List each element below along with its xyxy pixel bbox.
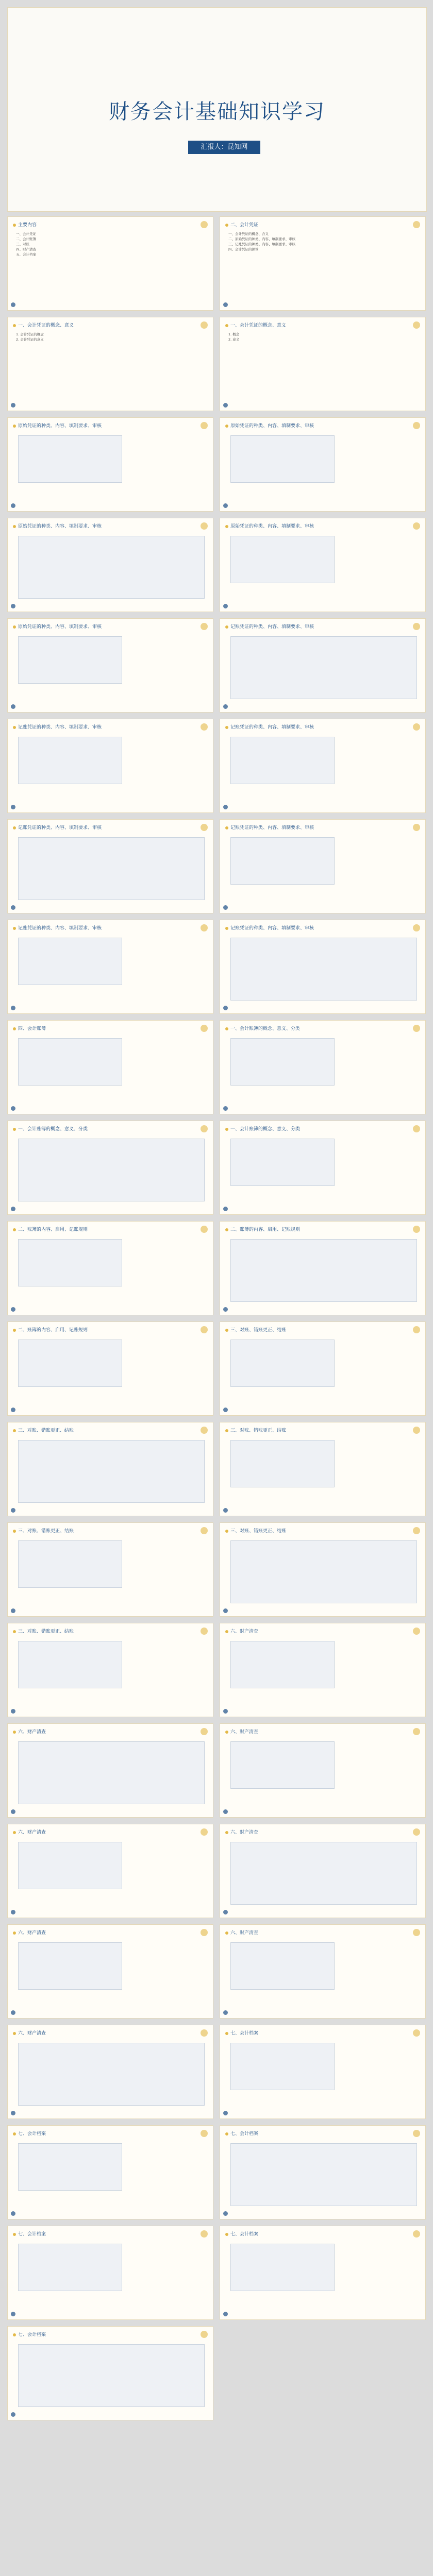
- content-placeholder: [230, 1340, 335, 1387]
- slide-body: [228, 332, 418, 342]
- slide-thumbnail: [220, 618, 426, 713]
- content-placeholder: [18, 1842, 122, 1889]
- decor-dot-icon: [223, 1006, 228, 1010]
- slide-header: 七、会计档案: [13, 2130, 46, 2137]
- decor-dot-icon: [11, 503, 15, 508]
- slide-line: 三、对账: [16, 242, 29, 246]
- decor-dot-icon: [201, 1427, 208, 1434]
- decor-dot-icon: [201, 221, 208, 228]
- slide-header: 六、财产清查: [13, 1929, 46, 1936]
- slide-thumbnail: [7, 1020, 213, 1114]
- slide-header: 记账凭证的种类、内容、填制要求、审核: [13, 723, 102, 730]
- decor-dot-icon: [11, 1207, 15, 1211]
- slide-thumbnail: [220, 1723, 426, 1818]
- slide-thumbnail: [220, 1020, 426, 1114]
- slide-header: 一、会计账簿的概念、意义、分类: [225, 1125, 300, 1132]
- decor-dot-icon: [223, 2111, 228, 2115]
- slide-thumbnail: [220, 1924, 426, 2019]
- content-placeholder: [230, 1842, 417, 1905]
- decor-dot-icon: [223, 1709, 228, 1714]
- slide-header: 记账凭证的种类、内容、填制要求、审核: [13, 824, 102, 831]
- slide-thumbnail: [7, 216, 213, 311]
- slide-thumbnail: [7, 1824, 213, 1918]
- decor-dot-icon: [11, 1608, 15, 1613]
- decor-dot-icon: [11, 302, 15, 307]
- slide-line: 四、财产清查: [16, 247, 36, 251]
- slide-header: 六、财产清查: [225, 1728, 258, 1735]
- slide-header: 二、账簿的内容、启用、记账规则: [13, 1226, 88, 1232]
- decor-dot-icon: [201, 422, 208, 429]
- slide-thumbnail: [220, 1623, 426, 1717]
- content-placeholder: [18, 2043, 205, 2106]
- decor-dot-icon: [11, 403, 15, 408]
- slide-header: 六、财产清查: [13, 1828, 46, 1835]
- content-placeholder: [18, 2244, 122, 2291]
- slide-body: [16, 231, 206, 257]
- decor-dot-icon: [201, 2029, 208, 2037]
- decor-dot-icon: [413, 522, 420, 530]
- slide-thumbnail: [7, 417, 213, 512]
- slide-thumbnail: [7, 2226, 213, 2320]
- slide-header: 二、账簿的内容、启用、记账规则: [225, 1226, 300, 1232]
- content-placeholder: [18, 1741, 205, 1804]
- slide-line: 1. 会计凭证的概念: [16, 332, 44, 336]
- content-placeholder: [18, 1340, 122, 1387]
- content-placeholder: [230, 737, 335, 784]
- slide-header: 四、会计账簿: [13, 1025, 46, 1031]
- slide-header: 三、对账、错账更正、结账: [225, 1326, 286, 1333]
- slide-thumbnail: [220, 216, 426, 311]
- decor-dot-icon: [201, 321, 208, 329]
- slide-header: 三、对账、错账更正、结账: [225, 1427, 286, 1433]
- content-placeholder: [18, 737, 122, 784]
- content-placeholder: [230, 2143, 417, 2206]
- content-placeholder: [18, 1239, 122, 1286]
- decor-dot-icon: [413, 723, 420, 731]
- slide-header: 六、财产清查: [225, 1628, 258, 1634]
- slide-thumbnail: [7, 317, 213, 411]
- decor-dot-icon: [201, 2130, 208, 2137]
- content-placeholder: [18, 1440, 205, 1503]
- decor-dot-icon: [11, 2010, 15, 2015]
- slide-body: [228, 231, 418, 252]
- slide-thumbnail: [7, 2025, 213, 2119]
- slide-thumbnail: [7, 1321, 213, 1416]
- decor-dot-icon: [223, 1910, 228, 1914]
- decor-dot-icon: [223, 403, 228, 408]
- decor-dot-icon: [11, 1006, 15, 1010]
- decor-dot-icon: [223, 1207, 228, 1211]
- slide-header: 一、会计凭证的概念、意义: [225, 321, 286, 328]
- decor-dot-icon: [11, 1508, 15, 1513]
- slide-thumbnail: [7, 1522, 213, 1617]
- slide-line: 五、会计档案: [16, 252, 36, 257]
- content-placeholder: [230, 837, 335, 885]
- decor-dot-icon: [11, 2111, 15, 2115]
- slide-thumbnail: [220, 2025, 426, 2119]
- decor-dot-icon: [223, 1508, 228, 1513]
- slide-line: 二、会计账簿: [16, 237, 36, 241]
- decor-dot-icon: [201, 1226, 208, 1233]
- slide-header: 六、财产清查: [13, 2029, 46, 2036]
- decor-dot-icon: [413, 1025, 420, 1032]
- decor-dot-icon: [11, 704, 15, 709]
- content-placeholder: [18, 1038, 122, 1086]
- decor-dot-icon: [223, 1408, 228, 1412]
- cover-title: 财务会计基础知识学习: [109, 100, 325, 124]
- slide-header: 记账凭证的种类、内容、填制要求、审核: [225, 924, 314, 931]
- content-placeholder: [230, 536, 335, 583]
- slide-line: 二、原始凭证的种类、内容、填制要求、审核: [228, 237, 295, 241]
- slide-line: 2. 会计凭证的意义: [16, 337, 44, 342]
- slide-header: 原始凭证的种类、内容、填制要求、审核: [225, 522, 314, 529]
- cover-reporter: 汇报人：昆知网: [188, 141, 260, 154]
- decor-dot-icon: [413, 1628, 420, 1635]
- decor-dot-icon: [223, 503, 228, 508]
- slide-header: 主要内容: [13, 221, 37, 228]
- decor-dot-icon: [223, 1307, 228, 1312]
- slide-line: 四、会计凭证的保管: [228, 247, 259, 251]
- decor-dot-icon: [201, 1628, 208, 1635]
- decor-dot-icon: [201, 824, 208, 831]
- content-placeholder: [230, 1741, 335, 1789]
- decor-dot-icon: [11, 1709, 15, 1714]
- slide-thumbnail: [7, 618, 213, 713]
- decor-dot-icon: [201, 1527, 208, 1534]
- decor-dot-icon: [413, 321, 420, 329]
- slide-thumbnail: [7, 1121, 213, 1215]
- slide-thumbnail: [220, 518, 426, 612]
- content-placeholder: [230, 435, 335, 483]
- decor-dot-icon: [413, 1326, 420, 1333]
- decor-dot-icon: [413, 1728, 420, 1735]
- slide-thumbnail: [7, 819, 213, 913]
- cover-slide: [7, 7, 427, 212]
- slide-thumbnail: [7, 2326, 213, 2420]
- decor-dot-icon: [201, 1828, 208, 1836]
- slide-header: 七、会计档案: [225, 2029, 258, 2036]
- content-placeholder: [18, 938, 122, 985]
- slide-thumbnail: [220, 1121, 426, 1215]
- decor-dot-icon: [11, 1307, 15, 1312]
- slide-header: 七、会计档案: [13, 2331, 46, 2337]
- slide-header: 七、会计档案: [225, 2130, 258, 2137]
- slide-header: 原始凭证的种类、内容、填制要求、审核: [13, 623, 102, 630]
- content-placeholder: [18, 1139, 205, 1201]
- content-placeholder: [18, 536, 205, 599]
- slide-thumbnail: [220, 2125, 426, 2219]
- slide-header: 三、对账、错账更正、结账: [225, 1527, 286, 1534]
- slide-header: 七、会计档案: [13, 2230, 46, 2237]
- content-placeholder: [18, 837, 205, 900]
- decor-dot-icon: [11, 1809, 15, 1814]
- decor-dot-icon: [413, 1929, 420, 1936]
- decor-dot-icon: [413, 824, 420, 831]
- decor-dot-icon: [413, 2130, 420, 2137]
- slide-line: 一、会计凭证: [16, 232, 36, 236]
- decor-dot-icon: [201, 1125, 208, 1132]
- content-placeholder: [18, 2143, 122, 2191]
- decor-dot-icon: [11, 604, 15, 608]
- slide-thumbnail: [220, 719, 426, 813]
- content-placeholder: [18, 1942, 122, 1990]
- decor-dot-icon: [413, 2230, 420, 2238]
- decor-dot-icon: [201, 522, 208, 530]
- slide-header: 六、财产清查: [13, 1728, 46, 1735]
- content-placeholder: [230, 1440, 335, 1487]
- decor-dot-icon: [201, 1326, 208, 1333]
- decor-dot-icon: [223, 805, 228, 809]
- slide-thumbnail: [220, 1522, 426, 1617]
- decor-dot-icon: [223, 1106, 228, 1111]
- slide-header: 七、会计档案: [225, 2230, 258, 2237]
- slide-thumbnail: [220, 1321, 426, 1416]
- slide-header: 一、会计凭证的概念、意义: [13, 321, 74, 328]
- slide-thumbnail: [7, 518, 213, 612]
- decor-dot-icon: [223, 905, 228, 910]
- content-placeholder: [18, 1641, 122, 1688]
- slide-header: 原始凭证的种类、内容、填制要求、审核: [13, 422, 102, 429]
- slide-thumbnail: [7, 1723, 213, 1818]
- slide-header: 三、对账、错账更正、结账: [13, 1628, 74, 1634]
- slide-header: 记账凭证的种类、内容、填制要求、审核: [225, 723, 314, 730]
- decor-dot-icon: [201, 2230, 208, 2238]
- slide-header: 原始凭证的种类、内容、填制要求、审核: [13, 522, 102, 529]
- content-placeholder: [230, 1641, 335, 1688]
- content-placeholder: [230, 2043, 335, 2090]
- slide-thumbnail: [220, 920, 426, 1014]
- slide-header: 二、账簿的内容、启用、记账规则: [13, 1326, 88, 1333]
- slide-thumbnail: [220, 819, 426, 913]
- decor-dot-icon: [11, 805, 15, 809]
- slide-header: 六、财产清查: [225, 1929, 258, 1936]
- slide-thumbnail: [220, 1422, 426, 1516]
- slide-header: 三、对账、错账更正、结账: [13, 1527, 74, 1534]
- decor-dot-icon: [413, 221, 420, 228]
- content-placeholder: [18, 2344, 205, 2407]
- slide-header: 三、对账、错账更正、结账: [13, 1427, 74, 1433]
- content-placeholder: [18, 1540, 122, 1588]
- decor-dot-icon: [201, 723, 208, 731]
- slide-thumbnail: [220, 1221, 426, 1315]
- decor-dot-icon: [413, 1828, 420, 1836]
- slide-thumbnail: [7, 1422, 213, 1516]
- slide-body: [16, 332, 206, 342]
- content-placeholder: [18, 435, 122, 483]
- slide-thumbnail: [220, 317, 426, 411]
- decor-dot-icon: [413, 2029, 420, 2037]
- decor-dot-icon: [223, 604, 228, 608]
- content-placeholder: [230, 938, 417, 1001]
- decor-dot-icon: [11, 1910, 15, 1914]
- decor-dot-icon: [201, 924, 208, 931]
- decor-dot-icon: [223, 2312, 228, 2316]
- decor-dot-icon: [223, 2211, 228, 2216]
- decor-dot-icon: [11, 2412, 15, 2417]
- decor-dot-icon: [201, 1025, 208, 1032]
- slide-line: 一、会计凭证的概念、含义: [228, 232, 269, 236]
- slide-thumbnail: [7, 1623, 213, 1717]
- slide-thumbnail: [220, 417, 426, 512]
- content-placeholder: [230, 1942, 335, 1990]
- decor-dot-icon: [11, 905, 15, 910]
- decor-dot-icon: [11, 2312, 15, 2316]
- decor-dot-icon: [223, 1608, 228, 1613]
- content-placeholder: [18, 636, 122, 684]
- slide-thumbnail: [7, 2125, 213, 2219]
- content-placeholder: [230, 1239, 417, 1302]
- slide-thumbnail: [7, 920, 213, 1014]
- decor-dot-icon: [201, 2331, 208, 2338]
- decor-dot-icon: [223, 302, 228, 307]
- decor-dot-icon: [413, 1527, 420, 1534]
- slide-header: 记账凭证的种类、内容、填制要求、审核: [225, 824, 314, 831]
- slide-thumbnail: [7, 1924, 213, 2019]
- content-placeholder: [230, 2244, 335, 2291]
- decor-dot-icon: [413, 422, 420, 429]
- decor-dot-icon: [413, 1226, 420, 1233]
- decor-dot-icon: [201, 1728, 208, 1735]
- slide-thumbnail: [220, 1824, 426, 1918]
- decor-dot-icon: [201, 623, 208, 630]
- decor-dot-icon: [413, 623, 420, 630]
- slide-thumbnail: [7, 719, 213, 813]
- decor-dot-icon: [413, 1427, 420, 1434]
- slide-thumbnail: [220, 2226, 426, 2320]
- content-placeholder: [230, 1038, 335, 1086]
- slide-line: 三、记账凭证的种类、内容、填制要求、审核: [228, 242, 295, 246]
- slide-header: 记账凭证的种类、内容、填制要求、审核: [225, 623, 314, 630]
- slide-line: 2. 意义: [228, 337, 240, 342]
- slide-line: 1. 概念: [228, 332, 240, 336]
- decor-dot-icon: [223, 1809, 228, 1814]
- decor-dot-icon: [223, 2010, 228, 2015]
- content-placeholder: [230, 1540, 417, 1603]
- slide-header: 二、会计凭证: [225, 221, 258, 228]
- slide-header: 记账凭证的种类、内容、填制要求、审核: [13, 924, 102, 931]
- decor-dot-icon: [223, 704, 228, 709]
- slide-header: 六、财产清查: [225, 1828, 258, 1835]
- slide-thumbnail: [7, 1221, 213, 1315]
- content-placeholder: [230, 1139, 335, 1186]
- decor-dot-icon: [11, 1408, 15, 1412]
- decor-dot-icon: [413, 924, 420, 931]
- decor-dot-icon: [413, 1125, 420, 1132]
- decor-dot-icon: [11, 1106, 15, 1111]
- content-placeholder: [230, 636, 417, 699]
- slide-header: 一、会计账簿的概念、意义、分类: [13, 1125, 88, 1132]
- slide-header: 一、会计账簿的概念、意义、分类: [225, 1025, 300, 1031]
- decor-dot-icon: [11, 2211, 15, 2216]
- decor-dot-icon: [201, 1929, 208, 1936]
- slide-header: 原始凭证的种类、内容、填制要求、审核: [225, 422, 314, 429]
